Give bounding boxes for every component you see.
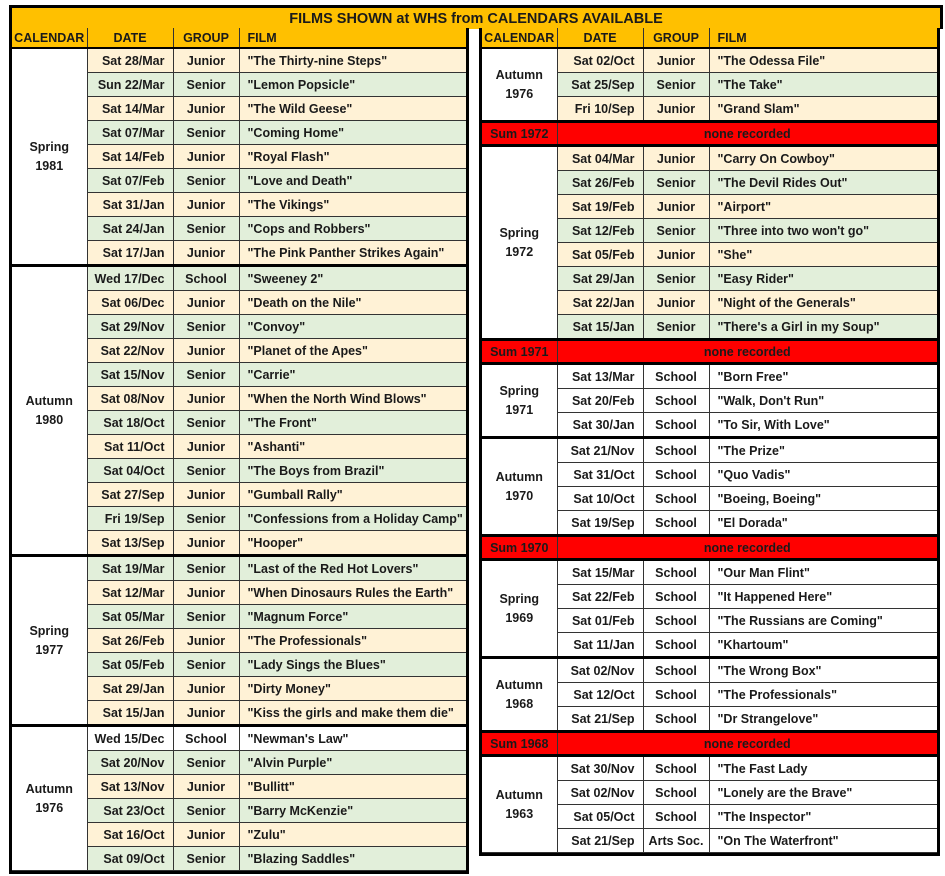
films-table-left <box>9 28 469 874</box>
film-cell: "Ashanti" <box>239 435 466 459</box>
date-cell: Sat 12/Oct <box>557 683 643 707</box>
calendar-cell: Sum 1968 <box>482 732 557 756</box>
date-cell: Sat 20/Feb <box>557 389 643 413</box>
group-cell: School <box>643 487 709 511</box>
table-row <box>482 146 937 171</box>
group-cell: Junior <box>173 435 239 459</box>
group-cell: Junior <box>173 629 239 653</box>
film-cell: "Barry McKenzie" <box>239 799 466 823</box>
date-cell: Sat 23/Oct <box>87 799 173 823</box>
calendar-cell <box>12 266 87 556</box>
film-cell: "To Sir, With Love" <box>709 413 937 438</box>
date-cell: Sat 07/Feb <box>87 169 173 193</box>
header-group: GROUP <box>173 28 239 48</box>
calendar-cell <box>482 658 557 732</box>
group-cell: Senior <box>643 219 709 243</box>
group-cell: Senior <box>173 605 239 629</box>
group-cell: School <box>643 707 709 732</box>
date-cell: Sat 12/Mar <box>87 581 173 605</box>
date-cell: Sat 02/Nov <box>557 781 643 805</box>
calendar-label: Autumn <box>495 787 543 802</box>
table-row <box>482 48 937 73</box>
film-cell: "Lady Sings the Blues" <box>239 653 466 677</box>
left-table <box>12 28 466 871</box>
date-cell: Sat 05/Mar <box>87 605 173 629</box>
group-cell: School <box>643 683 709 707</box>
group-cell: Junior <box>173 193 239 217</box>
none-recorded-text: none recorded <box>557 122 937 146</box>
calendar-label: Spring <box>499 591 540 606</box>
date-cell: Sat 10/Oct <box>557 487 643 511</box>
none-recorded-text: none recorded <box>557 536 937 560</box>
film-cell: "Planet of the Apes" <box>239 339 466 363</box>
group-cell: School <box>643 805 709 829</box>
group-cell: School <box>643 389 709 413</box>
calendar-cell: Sum 1970 <box>482 536 557 560</box>
film-cell: "The Vikings" <box>239 193 466 217</box>
calendar-label: Autumn <box>25 393 73 408</box>
date-cell: Sat 04/Mar <box>557 146 643 171</box>
film-cell: "The Pink Panther Strikes Again" <box>239 241 466 266</box>
film-cell: "Love and Death" <box>239 169 466 193</box>
date-cell: Sat 11/Oct <box>87 435 173 459</box>
date-cell: Sat 26/Feb <box>557 171 643 195</box>
date-cell: Wed 17/Dec <box>87 266 173 291</box>
header-calendar: CALENDAR <box>12 28 87 48</box>
calendar-label: Autumn <box>495 677 543 692</box>
film-cell: "Royal Flash" <box>239 145 466 169</box>
calendar-label: 1970 <box>505 488 534 503</box>
right-table <box>482 28 937 853</box>
calendar-label: Spring <box>29 139 70 154</box>
group-cell: Junior <box>173 823 239 847</box>
group-cell: Junior <box>173 145 239 169</box>
date-cell: Sat 17/Jan <box>87 241 173 266</box>
none-recorded-row <box>482 340 937 364</box>
calendar-cell: Sum 1971 <box>482 340 557 364</box>
date-cell: Sat 16/Oct <box>87 823 173 847</box>
group-cell: Senior <box>173 169 239 193</box>
film-cell: "The Odessa File" <box>709 48 937 73</box>
film-cell: "Newman's Law" <box>239 726 466 751</box>
film-cell: "Lonely are the Brave" <box>709 781 937 805</box>
film-cell: "The Professionals" <box>709 683 937 707</box>
group-cell: Senior <box>173 751 239 775</box>
film-cell: "Airport" <box>709 195 937 219</box>
table-row <box>12 726 466 751</box>
group-cell: Junior <box>173 241 239 266</box>
table-row <box>482 560 937 585</box>
film-cell: "Dirty Money" <box>239 677 466 701</box>
film-cell: "Last of the Red Hot Lovers" <box>239 556 466 581</box>
right-table-body <box>482 48 937 853</box>
date-cell: Sat 15/Jan <box>87 701 173 726</box>
date-cell: Sat 22/Nov <box>87 339 173 363</box>
film-cell: "When Dinosaurs Rules the Earth" <box>239 581 466 605</box>
group-cell: School <box>173 266 239 291</box>
header-calendar: CALENDAR <box>482 28 557 48</box>
date-cell: Sat 31/Oct <box>557 463 643 487</box>
film-cell: "Convoy" <box>239 315 466 339</box>
date-cell: Sat 30/Nov <box>557 756 643 781</box>
group-cell: Senior <box>173 411 239 435</box>
film-cell: "Carrie" <box>239 363 466 387</box>
table-row <box>12 48 466 73</box>
date-cell: Sat 14/Feb <box>87 145 173 169</box>
calendar-label: Autumn <box>495 469 543 484</box>
group-cell: School <box>643 511 709 536</box>
date-cell: Sat 02/Oct <box>557 48 643 73</box>
date-cell: Sat 02/Nov <box>557 658 643 683</box>
group-cell: School <box>643 609 709 633</box>
calendar-label: 1968 <box>505 696 534 711</box>
calendar-cell <box>482 48 557 122</box>
header-date: DATE <box>87 28 173 48</box>
calendar-cell <box>12 726 87 871</box>
film-cell: "Walk, Don't Run" <box>709 389 937 413</box>
film-cell: "Dr Strangelove" <box>709 707 937 732</box>
film-cell: "Confessions from a Holiday Camp" <box>239 507 466 531</box>
date-cell: Sat 13/Sep <box>87 531 173 556</box>
date-cell: Wed 15/Dec <box>87 726 173 751</box>
none-recorded-row <box>482 122 937 146</box>
calendar-cell <box>482 364 557 438</box>
group-cell: Senior <box>643 171 709 195</box>
group-cell: Arts Soc. <box>643 829 709 853</box>
group-cell: Junior <box>173 701 239 726</box>
film-cell: "Quo Vadis" <box>709 463 937 487</box>
film-cell: "Lemon Popsicle" <box>239 73 466 97</box>
group-cell: Junior <box>173 97 239 121</box>
film-cell: "Kiss the girls and make them die" <box>239 701 466 726</box>
date-cell: Sat 11/Jan <box>557 633 643 658</box>
film-cell: "Coming Home" <box>239 121 466 145</box>
date-cell: Sat 06/Dec <box>87 291 173 315</box>
calendar-label: 1976 <box>35 800 64 815</box>
date-cell: Sun 22/Mar <box>87 73 173 97</box>
calendar-cell <box>12 556 87 726</box>
date-cell: Sat 28/Mar <box>87 48 173 73</box>
group-cell: Senior <box>173 121 239 145</box>
date-cell: Sat 04/Oct <box>87 459 173 483</box>
group-cell: School <box>643 413 709 438</box>
calendar-label: 1972 <box>505 244 534 259</box>
date-cell: Sat 21/Nov <box>557 438 643 463</box>
calendar-label: 1977 <box>35 642 64 657</box>
group-cell: School <box>643 781 709 805</box>
date-cell: Sat 15/Nov <box>87 363 173 387</box>
group-cell: Junior <box>173 531 239 556</box>
header-film: FILM <box>709 28 937 48</box>
film-cell: "The Inspector" <box>709 805 937 829</box>
date-cell: Sat 22/Feb <box>557 585 643 609</box>
group-cell: Senior <box>173 653 239 677</box>
calendar-label: Spring <box>499 225 540 240</box>
film-cell: "Gumball Rally" <box>239 483 466 507</box>
calendar-label: 1980 <box>35 412 64 427</box>
date-cell: Sat 18/Oct <box>87 411 173 435</box>
page-title: FILMS SHOWN at WHS from CALENDARS AVAILABLE <box>9 5 943 29</box>
group-cell: Senior <box>173 847 239 871</box>
film-cell: "Born Free" <box>709 364 937 389</box>
none-recorded-row <box>482 732 937 756</box>
group-cell: School <box>643 756 709 781</box>
calendar-cell: Sum 1972 <box>482 122 557 146</box>
film-cell: "The Take" <box>709 73 937 97</box>
table-row <box>482 658 937 683</box>
film-cell: "The Wild Geese" <box>239 97 466 121</box>
group-cell: Senior <box>173 459 239 483</box>
film-cell: "The Russians are Coming" <box>709 609 937 633</box>
calendar-label: Autumn <box>495 67 543 82</box>
date-cell: Sat 26/Feb <box>87 629 173 653</box>
group-cell: School <box>643 585 709 609</box>
group-cell: Senior <box>173 363 239 387</box>
date-cell: Sat 05/Feb <box>87 653 173 677</box>
none-recorded-text: none recorded <box>557 340 937 364</box>
date-cell: Sat 19/Feb <box>557 195 643 219</box>
film-cell: "Death on the Nile" <box>239 291 466 315</box>
table-row <box>482 438 937 463</box>
film-cell: "Night of the Generals" <box>709 291 937 315</box>
film-cell: "Zulu" <box>239 823 466 847</box>
date-cell: Sat 19/Mar <box>87 556 173 581</box>
group-cell: Junior <box>643 291 709 315</box>
calendar-label: 1971 <box>505 402 534 417</box>
group-cell: Senior <box>173 315 239 339</box>
film-cell: "The Fast Lady <box>709 756 937 781</box>
calendar-label: Spring <box>499 383 540 398</box>
film-cell: "Our Man Flint" <box>709 560 937 585</box>
calendar-label: 1963 <box>505 806 534 821</box>
film-cell: "There's a Girl in my Soup" <box>709 315 937 340</box>
film-cell: "Grand Slam" <box>709 97 937 122</box>
date-cell: Sat 15/Jan <box>557 315 643 340</box>
date-cell: Sat 15/Mar <box>557 560 643 585</box>
group-cell: Senior <box>643 73 709 97</box>
group-cell: Junior <box>173 387 239 411</box>
group-cell: Senior <box>643 267 709 291</box>
table-row <box>12 556 466 581</box>
film-cell: "It Happened Here" <box>709 585 937 609</box>
group-cell: Junior <box>643 97 709 122</box>
group-cell: Junior <box>173 291 239 315</box>
date-cell: Sat 09/Oct <box>87 847 173 871</box>
date-cell: Sat 07/Mar <box>87 121 173 145</box>
calendar-label: Autumn <box>25 781 73 796</box>
group-cell: Junior <box>643 146 709 171</box>
group-cell: Junior <box>173 677 239 701</box>
date-cell: Sat 29/Jan <box>557 267 643 291</box>
date-cell: Sat 22/Jan <box>557 291 643 315</box>
film-cell: "The Front" <box>239 411 466 435</box>
header-date: DATE <box>557 28 643 48</box>
group-cell: Junior <box>643 243 709 267</box>
date-cell: Sat 13/Mar <box>557 364 643 389</box>
films-table-right <box>479 28 940 856</box>
date-cell: Sat 21/Sep <box>557 829 643 853</box>
date-cell: Sat 21/Sep <box>557 707 643 732</box>
film-cell: "Three into two won't go" <box>709 219 937 243</box>
group-cell: Junior <box>173 483 239 507</box>
calendar-label: 1969 <box>505 610 534 625</box>
group-cell: Senior <box>643 315 709 340</box>
group-cell: School <box>643 364 709 389</box>
date-cell: Sat 20/Nov <box>87 751 173 775</box>
calendar-cell <box>482 756 557 853</box>
date-cell: Sat 24/Jan <box>87 217 173 241</box>
group-cell: School <box>643 438 709 463</box>
film-cell: "Carry On Cowboy" <box>709 146 937 171</box>
calendar-cell <box>12 48 87 266</box>
group-cell: Senior <box>173 556 239 581</box>
film-cell: "Magnum Force" <box>239 605 466 629</box>
date-cell: Sat 14/Mar <box>87 97 173 121</box>
date-cell: Fri 10/Sep <box>557 97 643 122</box>
group-cell: School <box>643 463 709 487</box>
film-cell: "Alvin Purple" <box>239 751 466 775</box>
date-cell: Sat 27/Sep <box>87 483 173 507</box>
film-cell: "Boeing, Boeing" <box>709 487 937 511</box>
date-cell: Sat 05/Feb <box>557 243 643 267</box>
group-cell: School <box>643 633 709 658</box>
group-cell: Junior <box>643 195 709 219</box>
film-cell: "The Thirty-nine Steps" <box>239 48 466 73</box>
table-row <box>482 364 937 389</box>
date-cell: Sat 25/Sep <box>557 73 643 97</box>
group-cell: Senior <box>173 507 239 531</box>
film-cell: "On The Waterfront" <box>709 829 937 853</box>
group-cell: School <box>643 560 709 585</box>
film-cell: "Sweeney 2" <box>239 266 466 291</box>
date-cell: Sat 31/Jan <box>87 193 173 217</box>
header-row <box>12 28 466 48</box>
date-cell: Sat 05/Oct <box>557 805 643 829</box>
date-cell: Sat 01/Feb <box>557 609 643 633</box>
date-cell: Fri 19/Sep <box>87 507 173 531</box>
group-cell: Junior <box>643 48 709 73</box>
film-cell: "Hooper" <box>239 531 466 556</box>
film-cell: "When the North Wind Blows" <box>239 387 466 411</box>
group-cell: School <box>173 726 239 751</box>
calendar-cell <box>482 146 557 340</box>
calendar-label: 1976 <box>505 86 534 101</box>
date-cell: Sat 12/Feb <box>557 219 643 243</box>
table-row <box>482 756 937 781</box>
film-cell: "The Boys from Brazil" <box>239 459 466 483</box>
calendar-cell <box>482 560 557 658</box>
header-film: FILM <box>239 28 466 48</box>
calendar-label: 1981 <box>35 158 64 173</box>
calendar-label: Spring <box>29 623 70 638</box>
film-cell: "The Professionals" <box>239 629 466 653</box>
group-cell: School <box>643 658 709 683</box>
group-cell: Junior <box>173 339 239 363</box>
header-row <box>482 28 937 48</box>
film-cell: "Khartoum" <box>709 633 937 658</box>
table-row <box>12 266 466 291</box>
film-cell: "Blazing Saddles" <box>239 847 466 871</box>
group-cell: Junior <box>173 775 239 799</box>
none-recorded-text: none recorded <box>557 732 937 756</box>
film-cell: "Cops and Robbers" <box>239 217 466 241</box>
group-cell: Senior <box>173 217 239 241</box>
header-group: GROUP <box>643 28 709 48</box>
film-cell: "Easy Rider" <box>709 267 937 291</box>
date-cell: Sat 29/Jan <box>87 677 173 701</box>
film-cell: "Bullitt" <box>239 775 466 799</box>
group-cell: Junior <box>173 48 239 73</box>
date-cell: Sat 19/Sep <box>557 511 643 536</box>
film-cell: "The Wrong Box" <box>709 658 937 683</box>
date-cell: Sat 08/Nov <box>87 387 173 411</box>
date-cell: Sat 29/Nov <box>87 315 173 339</box>
group-cell: Junior <box>173 581 239 605</box>
film-cell: "The Devil Rides Out" <box>709 171 937 195</box>
film-cell: "She" <box>709 243 937 267</box>
date-cell: Sat 30/Jan <box>557 413 643 438</box>
group-cell: Senior <box>173 799 239 823</box>
date-cell: Sat 13/Nov <box>87 775 173 799</box>
none-recorded-row <box>482 536 937 560</box>
group-cell: Senior <box>173 73 239 97</box>
calendar-cell <box>482 438 557 536</box>
left-table-body <box>12 48 466 871</box>
film-cell: "El Dorada" <box>709 511 937 536</box>
film-cell: "The Prize" <box>709 438 937 463</box>
